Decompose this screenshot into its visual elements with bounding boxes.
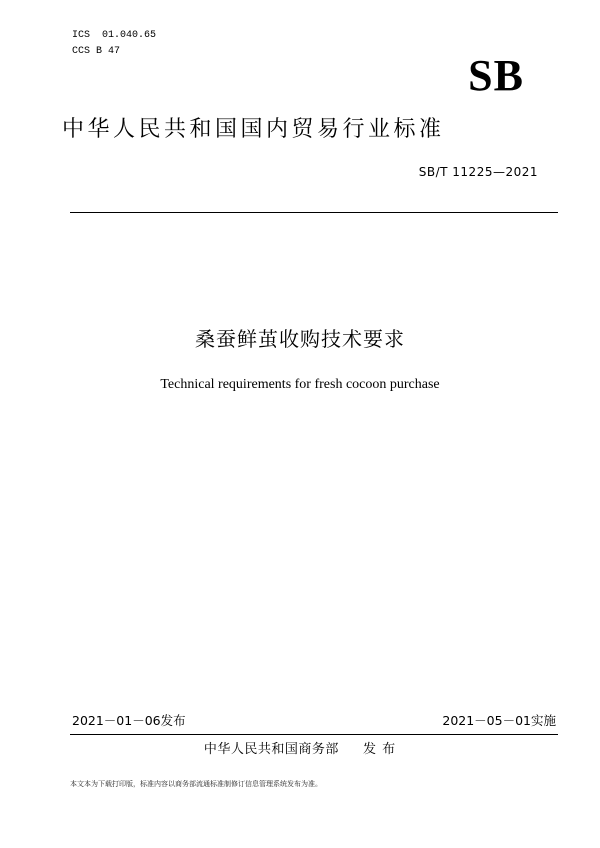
document-title-english: Technical requirements for fresh cocoon purchase (160, 377, 440, 392)
implementation-date: 2021－05－01实施 (442, 713, 556, 728)
standard-number: SB/T 11225—2021 (418, 165, 538, 179)
top-divider (70, 212, 558, 213)
classification-codes (72, 28, 156, 60)
sb-logo: SB (468, 51, 524, 100)
ccs-code: CCS B 47 (72, 46, 121, 57)
standard-type-heading: 中华人民共和国国内贸易行业标准 (62, 117, 445, 142)
ics-code: ICS 01.040.65 (72, 30, 157, 41)
bottom-divider (70, 734, 558, 735)
issue-date: 2021－01－06发布 (72, 713, 186, 728)
footer-note: 本文本为下载打印版，标准内容以商务部流通标准制修订信息管理系统发布为准。 (70, 780, 322, 788)
issuer-organization: 中华人民共和国商务部 (203, 742, 339, 757)
document-title-chinese: 桑蚕鲜茧收购技术要求 (195, 327, 405, 351)
issuer-action: 发 布 (362, 742, 397, 757)
issuer-line (0, 741, 600, 759)
